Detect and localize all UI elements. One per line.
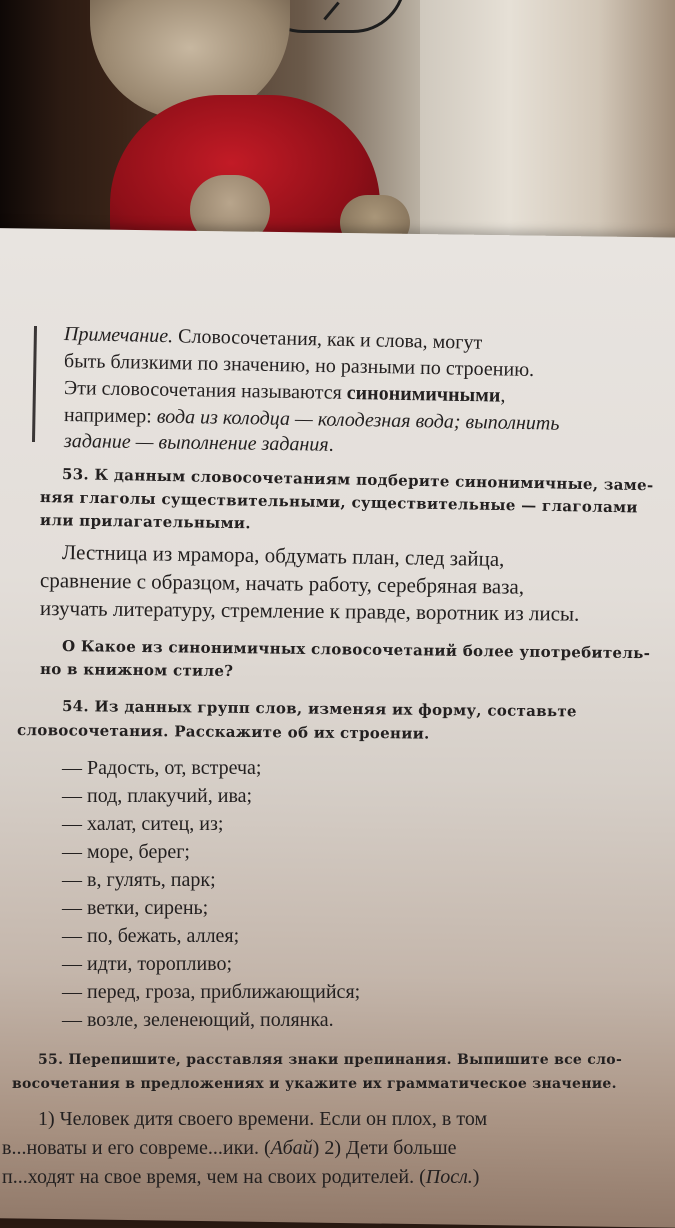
note-text: быть близкими по значению, но разными по строению. — [63, 350, 535, 382]
word-group-item — [62, 869, 216, 892]
sentence-text: п...ходят на свое время, чем на своих родителей. ( — [2, 1166, 426, 1188]
task-55-sentence-line — [2, 1166, 479, 1189]
task-55-sentence-line — [38, 1108, 487, 1131]
word-group-item — [62, 897, 208, 920]
task-53-examples-line — [40, 568, 524, 600]
note-text: Эти словосочетания называются — [63, 377, 347, 404]
note-example: вода из колодца — колодезная вода; выполнить — [156, 405, 560, 435]
task-54-text: словосочетания. Расскажите об их строении. — [16, 721, 430, 743]
word-group-text: — ветки, сирень; — [62, 897, 209, 919]
word-group-text: — идти, торопливо; — [62, 953, 233, 975]
task-54-line — [17, 721, 430, 743]
word-group-text: — под, плакучий, ива; — [62, 785, 253, 807]
word-group-item — [62, 925, 239, 948]
note-text: . — [328, 433, 334, 456]
task-54-text: 54. Из данных групп слов, изменяя их форму, составьте — [61, 697, 577, 721]
author-citation: Абай — [270, 1137, 313, 1159]
task-55-text: 55. Перепишите, расставляя знаки препинания. Выпишите все сло- — [38, 1052, 623, 1068]
note-vertical-bar — [32, 326, 37, 442]
task-55-sentence-line — [2, 1137, 456, 1160]
note-line — [64, 430, 334, 457]
word-group-item — [62, 981, 360, 1004]
task-53-text: няя глаголы существительными, существительные — глаголами — [39, 488, 638, 517]
word-group-text: — Радость, от, встреча; — [62, 757, 262, 779]
word-group-text: — в, гулять, парк; — [62, 869, 216, 891]
example-phrases: Лестница из мрамора, обдумать план, след зайца, — [61, 540, 505, 571]
word-group-item — [62, 785, 252, 808]
word-group-text: — халат, ситец, из; — [62, 813, 224, 835]
word-group-item — [62, 757, 261, 780]
task-53-text: 53. К данным словосочетаниям подберите синонимичные, заме- — [61, 465, 654, 495]
example-phrases: изучать литературу, стремление к правде, воротник из лисы. — [39, 596, 580, 626]
note-line — [64, 323, 483, 355]
sentence-text: ) 2) Дети больше — [312, 1137, 457, 1159]
word-group-text: — по, бежать, аллея; — [62, 925, 240, 947]
word-group-text: — перед, гроза, приближающийся; — [62, 981, 361, 1003]
question-text: О Какое из синонимичных словосочетаний более употребитель- — [61, 637, 651, 663]
note-label: Примечание. — [63, 323, 174, 348]
note-line — [64, 377, 506, 408]
task-53-text: или прилагательными. — [39, 511, 251, 533]
sentence-text: в...новаты и его совреме...ики. ( — [2, 1137, 271, 1159]
word-group-item — [62, 813, 223, 836]
note-line — [64, 350, 535, 382]
task-55-text: восочетания в предложениях и укажите их грамматическое значение. — [12, 1076, 617, 1092]
word-group-text: — море, берег; — [62, 841, 190, 863]
task-53-question — [40, 660, 234, 680]
task-54-line — [62, 697, 577, 720]
question-text: но в книжном стиле? — [39, 660, 234, 681]
task-55-line — [12, 1076, 617, 1092]
task-53-line — [40, 511, 251, 532]
note-text: Словосочетания, как и слова, могут — [172, 325, 483, 354]
task-55-line — [38, 1052, 622, 1068]
note-text: , — [500, 384, 506, 407]
note-example: задание — выполнение задания — [63, 430, 329, 456]
task-53-examples-line — [40, 596, 580, 627]
example-phrases: сравнение с образцом, начать работу, серебряная ваза, — [39, 568, 525, 599]
word-group-item — [62, 953, 232, 976]
word-group-text: — возле, зеленеющий, полянка. — [62, 1009, 334, 1031]
word-group-item — [62, 841, 190, 864]
task-53-examples-line — [62, 540, 505, 572]
proverb-citation: Посл. — [425, 1166, 473, 1188]
word-group-item — [62, 1009, 334, 1032]
sentence-text: 1) Человек дитя своего времени. Если он плох, в том — [38, 1108, 488, 1130]
note-text: например: — [63, 404, 157, 428]
task-53-question — [62, 637, 650, 662]
term-synonymous: синонимичными — [346, 381, 501, 407]
sentence-text: ) — [472, 1166, 480, 1188]
